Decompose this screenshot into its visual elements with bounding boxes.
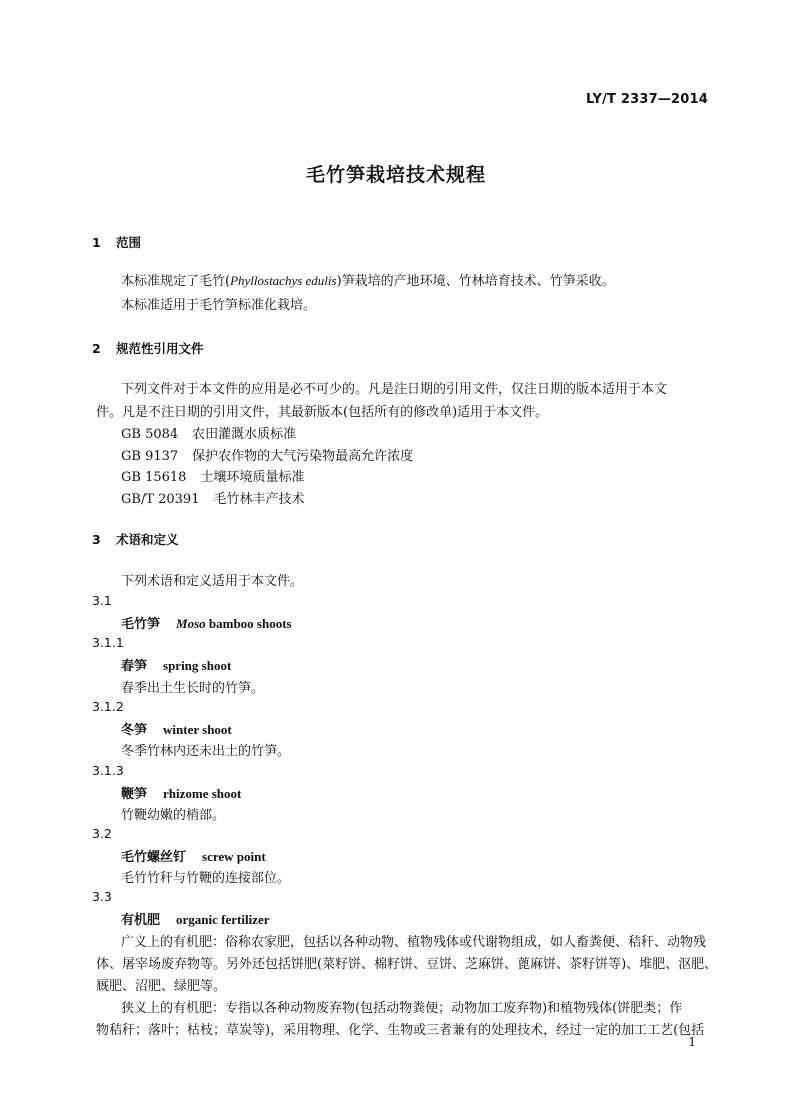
standard-code: LY/T 2337—2014 (586, 92, 708, 107)
term-definition: 毛竹竹秆与竹鞭的连接部位。 (121, 871, 291, 886)
definition-paragraph-line: 狭义上的有机肥：专指以各种动物废弃物(包括动物粪便；动物加工废弃物)和植物残体(饼肥类；作 (121, 1001, 683, 1016)
reference-item: GB 15618 土壤环境质量标准 (121, 470, 305, 485)
clause-number: 3.1.1 (92, 635, 124, 650)
reference-item: GB 5084 农田灌溉水质标准 (121, 427, 297, 442)
clause-number: 3.1.3 (92, 763, 124, 778)
term-entry: 鞭笋 rhizome shoot (121, 786, 242, 802)
section-title: 范围 (116, 235, 142, 250)
section-title: 规范性引用文件 (116, 341, 204, 356)
section-number: 2 (92, 341, 101, 356)
section-heading-normative-refs (92, 339, 204, 357)
term-entry: 毛竹螺丝钉 screw point (121, 849, 266, 865)
term-definition: 冬季竹林内还未出土的竹笋。 (121, 744, 291, 759)
term-definition: 春季出土生长时的竹笋。 (121, 681, 265, 696)
clause-number: 3.1 (92, 593, 112, 608)
clause-number: 3.3 (92, 889, 112, 904)
document-title: 毛竹笋栽培技术规程 (305, 164, 486, 186)
definition-paragraph-line: 厩肥、沼肥、绿肥等。 (96, 979, 227, 994)
refs-intro-line-2: 件。凡是不注日期的引用文件，其最新版本(包括所有的修改单)适用于本文件。 (96, 405, 549, 420)
terms-intro: 下列术语和定义适用于本文件。 (121, 574, 304, 589)
section-number: 3 (92, 532, 101, 547)
clause-number: 3.2 (92, 826, 112, 841)
term-entry: 有机肥 organic fertilizer (121, 912, 270, 928)
definition-paragraph-line: 广义上的有机肥：俗称农家肥，包括以各种动物、植物残体或代谢物组成，如人畜粪便、秸秆、动物残 (121, 935, 707, 950)
definition-paragraph-line: 物秸秆；落叶；枯枝；草炭等)，采用物理、化学、生物或三者兼有的处理技术，经过一定的加工工艺(包括 (96, 1023, 705, 1038)
section-number: 1 (92, 235, 101, 250)
term-entry: 春笋 spring shoot (121, 658, 232, 674)
section-heading-terms (92, 530, 179, 548)
reference-item: GB 9137 保护农作物的大气污染物最高允许浓度 (121, 449, 414, 464)
clause-number: 3.1.2 (92, 699, 124, 714)
scope-text-line-1: 本标准规定了毛竹(Phyllostachys edulis)笋栽培的产地环境、竹林培育技术、竹笋采收。 (121, 273, 615, 289)
reference-item: GB/T 20391 毛竹林丰产技术 (121, 492, 305, 507)
definition-paragraph-line: 体、屠宰场废弃物等。另外还包括饼肥(菜籽饼、棉籽饼、豆饼、芝麻饼、蓖麻饼、茶籽饼等)、堆肥、沤肥、 (96, 957, 718, 972)
latin-name: Phyllostachys edulis (230, 273, 337, 288)
refs-intro-line-1: 下列文件对于本文件的应用是必不可少的。凡是注日期的引用文件，仅注日期的版本适用于本文 (121, 382, 668, 397)
term-definition: 竹鞭幼嫩的梢部。 (121, 808, 226, 823)
section-title: 术语和定义 (116, 532, 179, 547)
section-heading-scope (92, 233, 141, 251)
term-entry: 毛竹笋 Moso bamboo shoots (121, 616, 292, 632)
scope-text-line-2: 本标准适用于毛竹笋标准化栽培。 (121, 298, 317, 313)
page-number: 1 (688, 1035, 696, 1049)
term-entry: 冬笋 winter shoot (121, 722, 232, 738)
